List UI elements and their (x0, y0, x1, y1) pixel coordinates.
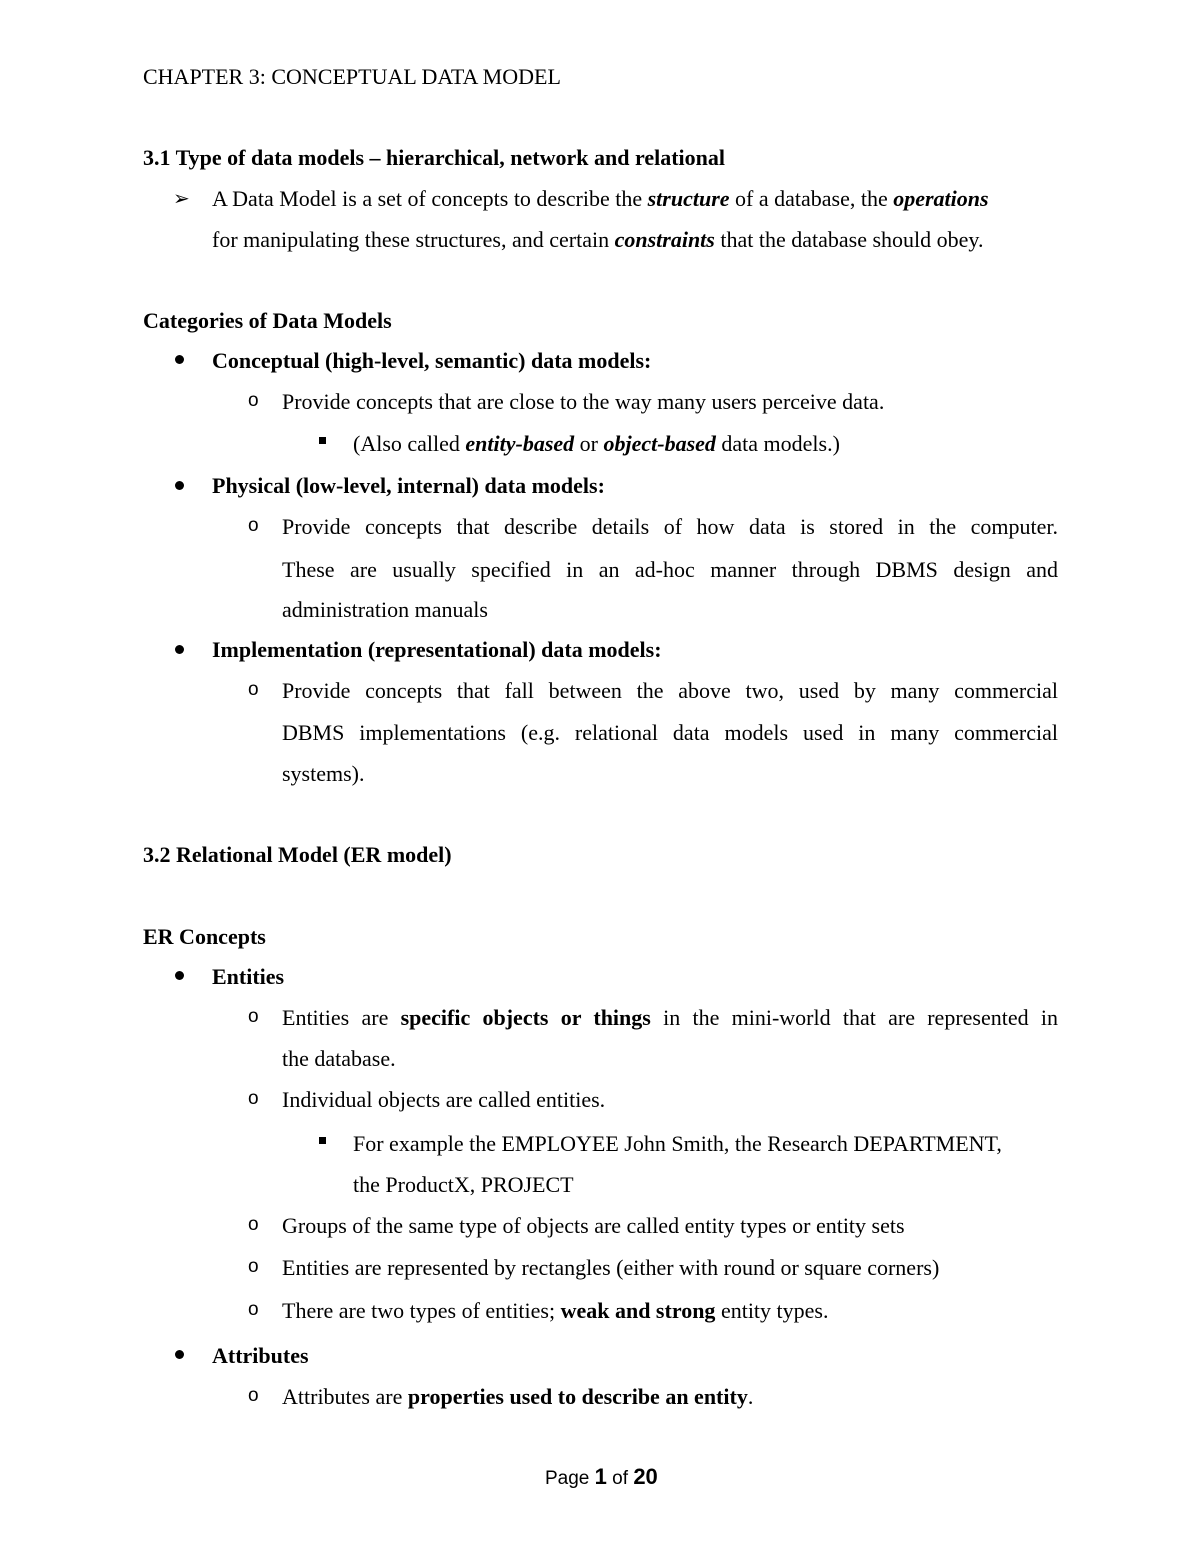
arrow-bullet-icon: ➢ (173, 186, 190, 210)
chapter-title: CHAPTER 3: CONCEPTUAL DATA MODEL (143, 64, 561, 89)
entities-example-2: the ProductX, PROJECT (353, 1172, 574, 1197)
implementation-line-1: Provide concepts that fall between the above two, used by many commercial (282, 678, 1058, 703)
physical-title: Physical (low-level, internal) data models: (212, 473, 605, 498)
disc-bullet-icon (175, 355, 184, 364)
physical-line-3: administration manuals (282, 597, 488, 622)
circle-bullet-icon: o (248, 1256, 259, 1277)
entities-line-2: the database. (282, 1046, 396, 1071)
disc-bullet-icon (175, 1350, 184, 1359)
physical-line-2: These are usually specified in an ad-hoc manner through DBMS design and (282, 557, 1058, 582)
implementation-title: Implementation (representational) data models: (212, 637, 662, 662)
attributes-line-1: Attributes are properties used to describe an entity. (282, 1384, 754, 1409)
circle-bullet-icon: o (248, 679, 259, 700)
implementation-line-2: DBMS implementations (e.g. relational data models used in many commercial (282, 720, 1058, 745)
conceptual-title: Conceptual (high-level, semantic) data models: (212, 348, 652, 373)
entities-line-1: Entities are specific objects or things in the mini-world that are represented in (282, 1005, 1058, 1030)
page-number: 1 (594, 1464, 607, 1489)
disc-bullet-icon (175, 481, 184, 490)
entities-individual: Individual objects are called entities. (282, 1087, 606, 1112)
circle-bullet-icon: o (248, 1214, 259, 1235)
conceptual-also-called: (Also called entity-based or object-based data models.) (353, 431, 840, 456)
section-heading-3-1: 3.1 Type of data models – hierarchical, network and relational (143, 145, 725, 170)
section-heading-3-2: 3.2 Relational Model (ER model) (143, 842, 452, 867)
data-model-definition-line-2: for manipulating these structures, and certain constraints that the database should obey. (212, 227, 984, 252)
entities-types: There are two types of entities; weak and strong entity types. (282, 1298, 829, 1323)
circle-bullet-icon: o (248, 390, 259, 411)
entities-title: Entities (212, 964, 285, 989)
conceptual-sub: Provide concepts that are close to the way many users perceive data. (282, 389, 885, 414)
data-model-definition-line-1: A Data Model is a set of concepts to describe the structure of a database, the operations (212, 186, 989, 211)
physical-line-1: Provide concepts that describe details of how data is stored in the computer. (282, 514, 1058, 539)
disc-bullet-icon (175, 645, 184, 654)
entities-groups: Groups of the same type of objects are called entity types or entity sets (282, 1213, 905, 1238)
page-total: 20 (633, 1464, 658, 1489)
categories-heading: Categories of Data Models (143, 308, 392, 333)
circle-bullet-icon: o (248, 1299, 259, 1320)
circle-bullet-icon: o (248, 1006, 259, 1027)
entities-example-1: For example the EMPLOYEE John Smith, the Research DEPARTMENT, (353, 1131, 1002, 1156)
circle-bullet-icon: o (248, 515, 259, 536)
entities-rectangles: Entities are represented by rectangles (either with round or square corners) (282, 1255, 940, 1280)
circle-bullet-icon: o (248, 1385, 259, 1406)
square-bullet-icon (319, 1137, 326, 1144)
implementation-line-3: systems). (282, 761, 365, 786)
square-bullet-icon (319, 437, 326, 444)
disc-bullet-icon (175, 971, 184, 980)
circle-bullet-icon: o (248, 1088, 259, 1109)
attributes-title: Attributes (212, 1343, 309, 1368)
page-footer: Page 1 of 20 (545, 1464, 658, 1489)
er-concepts-heading: ER Concepts (143, 924, 266, 949)
